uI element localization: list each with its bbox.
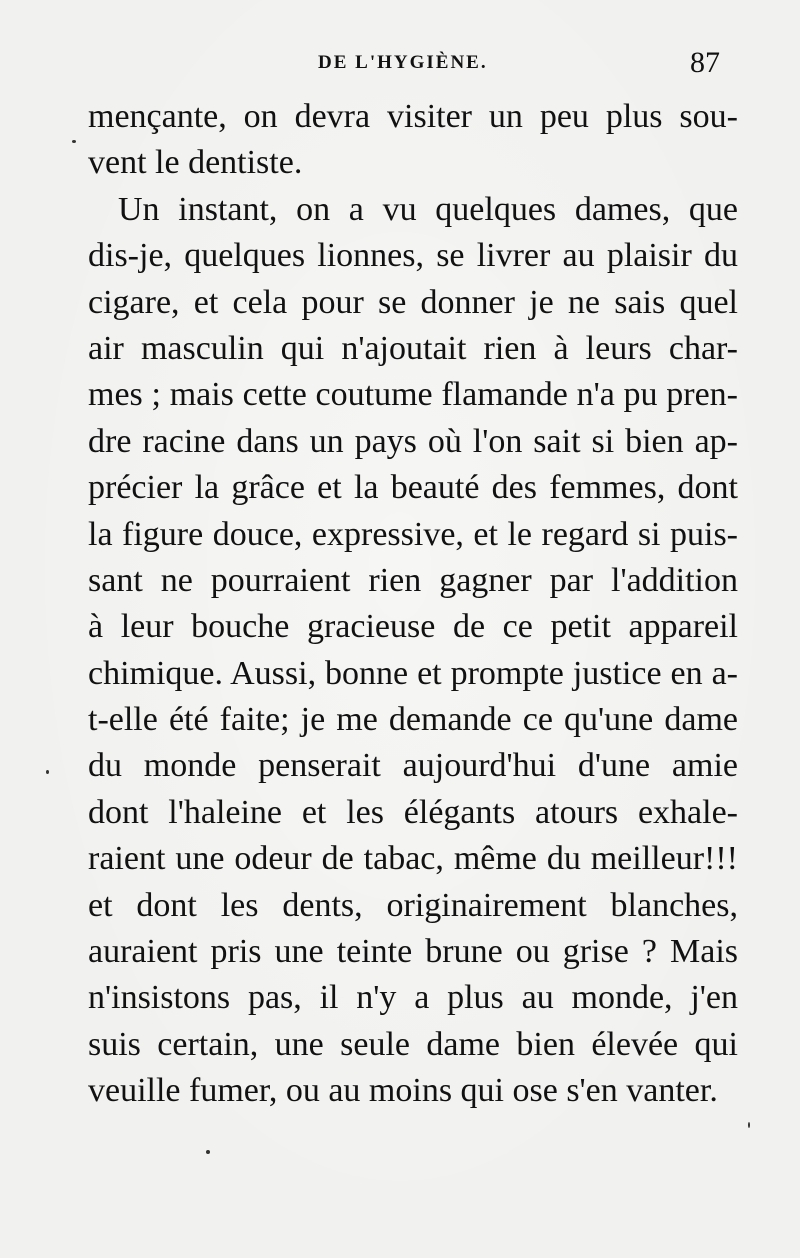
text-line: auraient pris une teinte brune ou grise ? Mais	[88, 933, 738, 971]
text-line: précier la grâce et la beauté des femmes, dont	[88, 469, 738, 507]
text-line: cigare, et cela pour se donner je ne sais quel	[88, 283, 738, 321]
text-line: chimique. Aussi, bonne et prompte justice en a-	[88, 654, 738, 692]
text-line: veuille fumer, ou au moins qui ose s'en vanter.	[88, 1072, 718, 1110]
body-text	[88, 94, 738, 1115]
text-line: raient une odeur de tabac, même du meilleur!!!	[88, 840, 738, 878]
text-line: du monde penserait aujourd'hui d'une amie	[88, 747, 738, 785]
text-line: à leur bouche gracieuse de ce petit appareil	[88, 608, 738, 646]
paper-speck	[748, 1122, 750, 1128]
text-line: vent le dentiste.	[88, 144, 303, 182]
page-header	[0, 46, 800, 86]
text-line: et dont les dents, originairement blanches,	[88, 886, 738, 924]
paper-speck	[206, 1150, 210, 1154]
text-line: dre racine dans un pays où l'on sait si bien ap-	[88, 422, 738, 460]
paper-speck	[72, 140, 76, 143]
text-line: sant ne pourraient rien gagner par l'addition	[88, 561, 738, 599]
paper-speck	[46, 770, 49, 774]
running-head: DE L'HYGIÈNE.	[318, 52, 488, 73]
text-line: suis certain, une seule dame bien élevée qui	[88, 1025, 738, 1063]
page-number: 87	[690, 46, 720, 79]
text-line: Un instant, on a vu quelques dames, que	[118, 190, 738, 228]
text-line: mes ; mais cette coutume flamande n'a pu pren-	[88, 376, 738, 414]
text-line: n'insistons pas, il n'y a plus au monde, j'en	[88, 979, 738, 1017]
text-line: t-elle été faite; je me demande ce qu'une dame	[88, 701, 738, 739]
text-line: mençante, on devra visiter un peu plus sou-	[88, 98, 738, 135]
text-line: la figure douce, expressive, et le regard si puis-	[88, 515, 738, 553]
text-line: dont l'haleine et les élégants atours exhale-	[88, 793, 738, 831]
text-line: dis-je, quelques lionnes, se livrer au plaisir du	[88, 237, 738, 275]
text-line: air masculin qui n'ajoutait rien à leurs char-	[88, 329, 738, 367]
